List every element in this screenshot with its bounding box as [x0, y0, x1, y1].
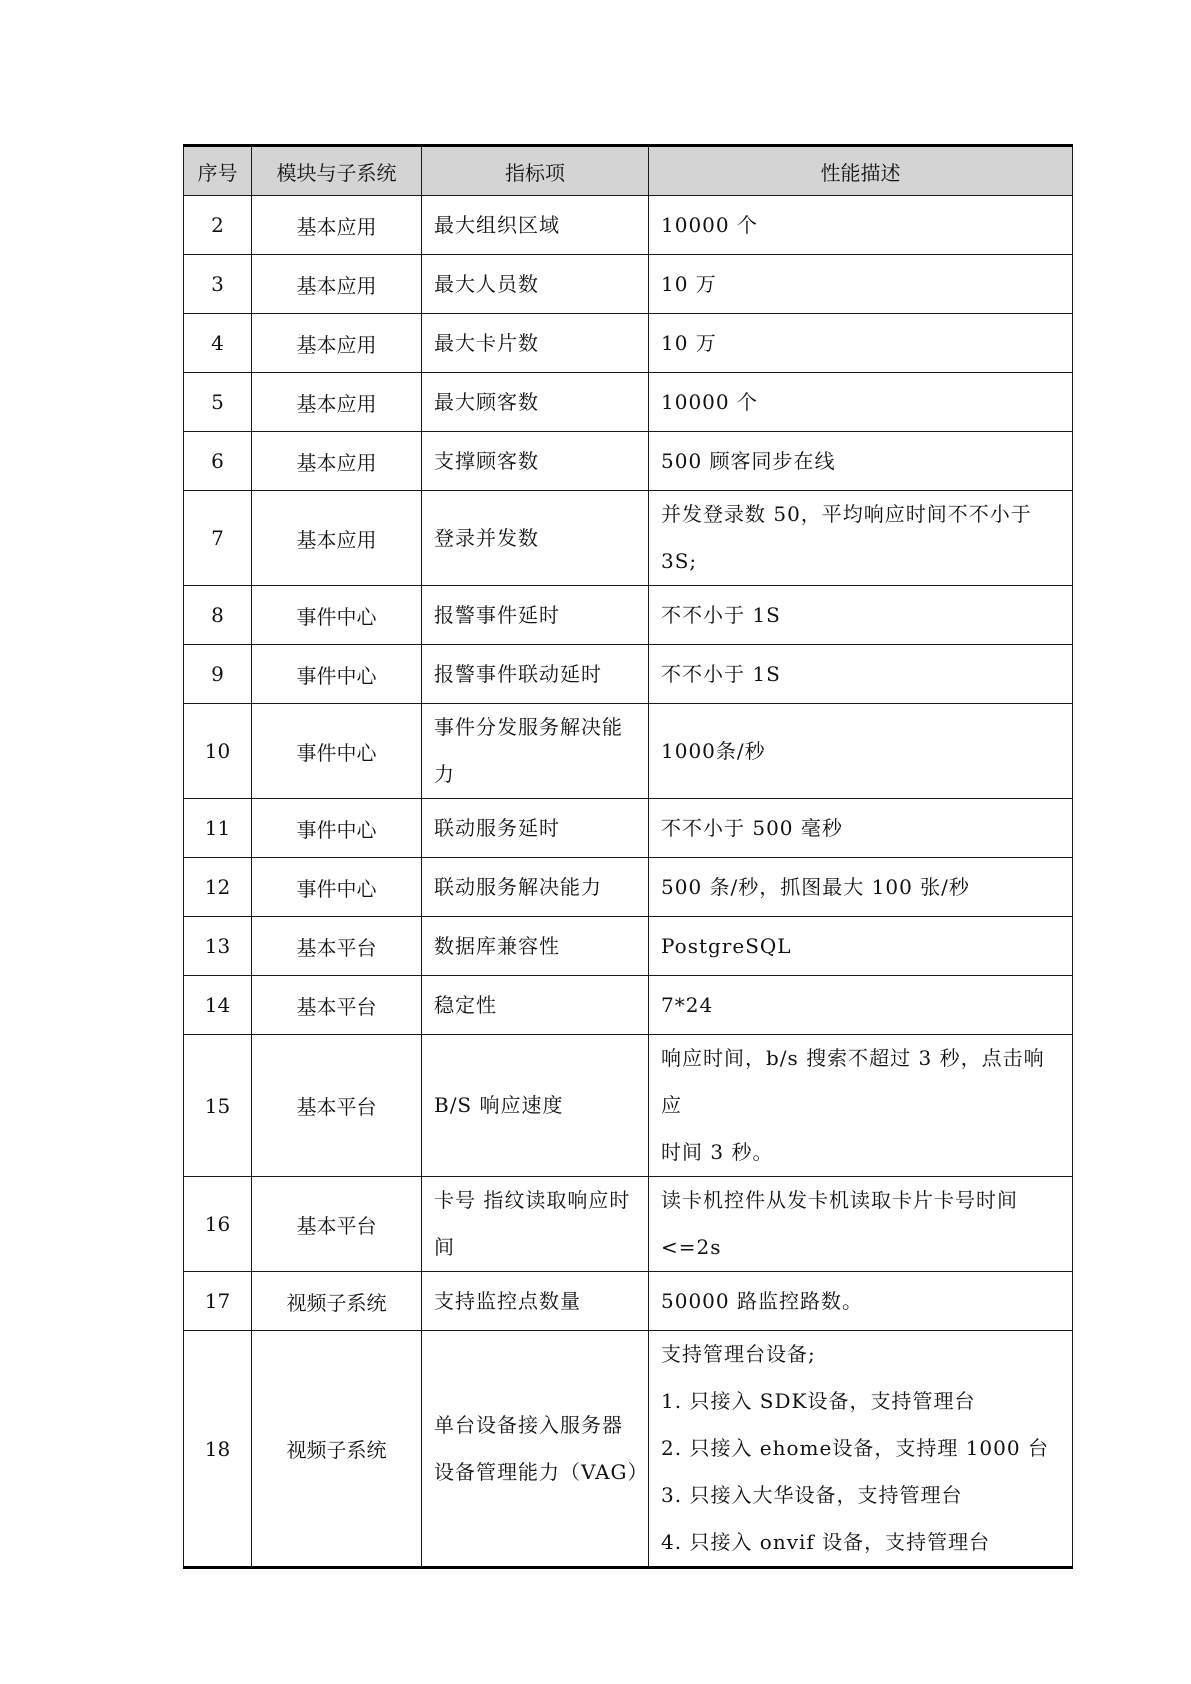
- description-line: 10000 个: [661, 389, 758, 414]
- indicator-line: 联动服务解决能力: [434, 874, 602, 899]
- description-line: 读卡机控件从发卡机读取卡片卡号时间<=2s: [661, 1188, 1018, 1259]
- row-indicator: [422, 1035, 649, 1177]
- row-description: [649, 799, 1073, 858]
- indicator-line: 单台设备接入服务器: [434, 1412, 623, 1437]
- row-module: 事件中心: [252, 704, 422, 799]
- description-line: 10 万: [661, 271, 717, 296]
- description-line: 不不小于 1S: [661, 661, 781, 686]
- row-serial-no: 3: [184, 255, 252, 314]
- table-row: [184, 704, 1073, 799]
- row-description: [649, 1035, 1073, 1177]
- table-body: [184, 196, 1073, 1568]
- row-indicator: [422, 1272, 649, 1331]
- description-line: 10 万: [661, 330, 717, 355]
- row-indicator: [422, 1331, 649, 1568]
- row-indicator: [422, 196, 649, 255]
- indicator-line: 报警事件延时: [434, 602, 560, 627]
- indicator-line: 最大人员数: [434, 271, 539, 296]
- indicator-line: 支撑顾客数: [434, 448, 539, 473]
- row-description: [649, 917, 1073, 976]
- description-line: 500 顾客同步在线: [661, 448, 836, 473]
- row-module: 基本平台: [252, 1035, 422, 1177]
- description-line: 时间 3 秒。: [661, 1140, 774, 1164]
- row-serial-no: 13: [184, 917, 252, 976]
- indicator-line: 设备管理能力（VAG）: [434, 1459, 649, 1484]
- table-row: [184, 432, 1073, 491]
- row-description: [649, 1272, 1073, 1331]
- description-line: 响应时间，b/s 搜索不超过 3 秒，点击响应: [661, 1046, 1045, 1117]
- row-module: 基本应用: [252, 432, 422, 491]
- indicator-line: 卡号 指纹读取响应时: [434, 1188, 631, 1212]
- row-serial-no: 17: [184, 1272, 252, 1331]
- row-indicator: [422, 799, 649, 858]
- row-description: [649, 586, 1073, 645]
- row-description: [649, 1177, 1073, 1272]
- indicator-line: 力: [434, 762, 455, 786]
- row-module: 事件中心: [252, 586, 422, 645]
- table-row: [184, 491, 1073, 586]
- description-line: 1000条/秒: [661, 738, 766, 763]
- row-module: 事件中心: [252, 858, 422, 917]
- description-line: 不不小于 500 毫秒: [661, 815, 843, 840]
- row-description: [649, 373, 1073, 432]
- table-row: [184, 917, 1073, 976]
- description-line: PostgreSQL: [661, 933, 792, 958]
- row-description: [649, 976, 1073, 1035]
- header-description: 性能描述: [649, 146, 1073, 196]
- row-description: [649, 432, 1073, 491]
- indicator-line: 最大组织区域: [434, 212, 560, 237]
- row-serial-no: 15: [184, 1035, 252, 1177]
- table-row: [184, 586, 1073, 645]
- row-indicator: [422, 255, 649, 314]
- table-row: [184, 858, 1073, 917]
- table-row: [184, 314, 1073, 373]
- indicator-line: 报警事件联动延时: [434, 661, 602, 686]
- row-indicator: [422, 314, 649, 373]
- indicator-line: 间: [434, 1235, 455, 1259]
- row-indicator: [422, 491, 649, 586]
- description-line: 7*24: [661, 992, 714, 1017]
- row-description: [649, 645, 1073, 704]
- row-indicator: [422, 976, 649, 1035]
- performance-spec-table: [183, 144, 1073, 1569]
- description-line: 支持管理台设备;: [661, 1342, 816, 1366]
- table-row: [184, 255, 1073, 314]
- description-line: 并发登录数 50，平均响应时间不不小于 3S;: [661, 502, 1032, 573]
- row-serial-no: 14: [184, 976, 252, 1035]
- row-serial-no: 12: [184, 858, 252, 917]
- indicator-line: 联动服务延时: [434, 815, 560, 840]
- row-indicator: [422, 1177, 649, 1272]
- row-indicator: [422, 373, 649, 432]
- row-module: 事件中心: [252, 645, 422, 704]
- row-serial-no: 2: [184, 196, 252, 255]
- indicator-line: 登录并发数: [434, 525, 539, 550]
- row-module: 基本平台: [252, 1177, 422, 1272]
- description-line: 3. 只接入大华设备，支持管理台: [661, 1483, 963, 1507]
- table-row: [184, 1272, 1073, 1331]
- table-row: [184, 196, 1073, 255]
- row-module: 事件中心: [252, 799, 422, 858]
- row-module: 基本平台: [252, 976, 422, 1035]
- description-line: 500 条/秒，抓图最大 100 张/秒: [661, 874, 970, 899]
- row-module: 视频子系统: [252, 1272, 422, 1331]
- description-line: 10000 个: [661, 212, 758, 237]
- row-serial-no: 11: [184, 799, 252, 858]
- row-description: [649, 858, 1073, 917]
- row-indicator: [422, 432, 649, 491]
- row-indicator: [422, 858, 649, 917]
- indicator-line: 稳定性: [434, 992, 497, 1017]
- row-serial-no: 7: [184, 491, 252, 586]
- row-indicator: [422, 704, 649, 799]
- row-description: [649, 314, 1073, 373]
- row-serial-no: 4: [184, 314, 252, 373]
- row-module: 基本应用: [252, 314, 422, 373]
- row-description: [649, 1331, 1073, 1568]
- row-description: [649, 491, 1073, 586]
- description-line: 50000 路监控路数。: [661, 1288, 863, 1313]
- row-module: 基本平台: [252, 917, 422, 976]
- description-line: 4. 只接入 onvif 设备，支持管理台: [661, 1530, 991, 1554]
- table-row: [184, 1331, 1073, 1568]
- row-module: 视频子系统: [252, 1331, 422, 1568]
- indicator-line: B/S 响应速度: [434, 1093, 564, 1117]
- table-row: [184, 799, 1073, 858]
- row-module: 基本应用: [252, 255, 422, 314]
- row-description: [649, 196, 1073, 255]
- row-indicator: [422, 917, 649, 976]
- indicator-line: 最大卡片数: [434, 330, 539, 355]
- table-row: [184, 373, 1073, 432]
- row-serial-no: 16: [184, 1177, 252, 1272]
- description-line: 2. 只接入 ehome设备，支持理 1000 台: [661, 1436, 1049, 1460]
- header-module: 模块与子系统: [252, 146, 422, 196]
- row-module: 基本应用: [252, 491, 422, 586]
- indicator-line: 最大顾客数: [434, 389, 539, 414]
- row-serial-no: 10: [184, 704, 252, 799]
- row-module: 基本应用: [252, 196, 422, 255]
- header-serial-no: 序号: [184, 146, 252, 196]
- row-serial-no: 18: [184, 1331, 252, 1568]
- row-indicator: [422, 645, 649, 704]
- table-row: [184, 1177, 1073, 1272]
- indicator-line: 支持监控点数量: [434, 1288, 581, 1313]
- row-serial-no: 9: [184, 645, 252, 704]
- description-line: 1. 只接入 SDK设备，支持管理台: [661, 1389, 976, 1413]
- table-header-row: [184, 146, 1073, 196]
- row-serial-no: 5: [184, 373, 252, 432]
- row-module: 基本应用: [252, 373, 422, 432]
- indicator-line: 事件分发服务解决能: [434, 715, 623, 739]
- description-line: 不不小于 1S: [661, 602, 781, 627]
- row-description: [649, 704, 1073, 799]
- indicator-line: 数据库兼容性: [434, 933, 560, 958]
- table-row: [184, 645, 1073, 704]
- row-serial-no: 6: [184, 432, 252, 491]
- table-row: [184, 1035, 1073, 1177]
- row-description: [649, 255, 1073, 314]
- row-serial-no: 8: [184, 586, 252, 645]
- table-row: [184, 976, 1073, 1035]
- header-indicator: 指标项: [422, 146, 649, 196]
- row-indicator: [422, 586, 649, 645]
